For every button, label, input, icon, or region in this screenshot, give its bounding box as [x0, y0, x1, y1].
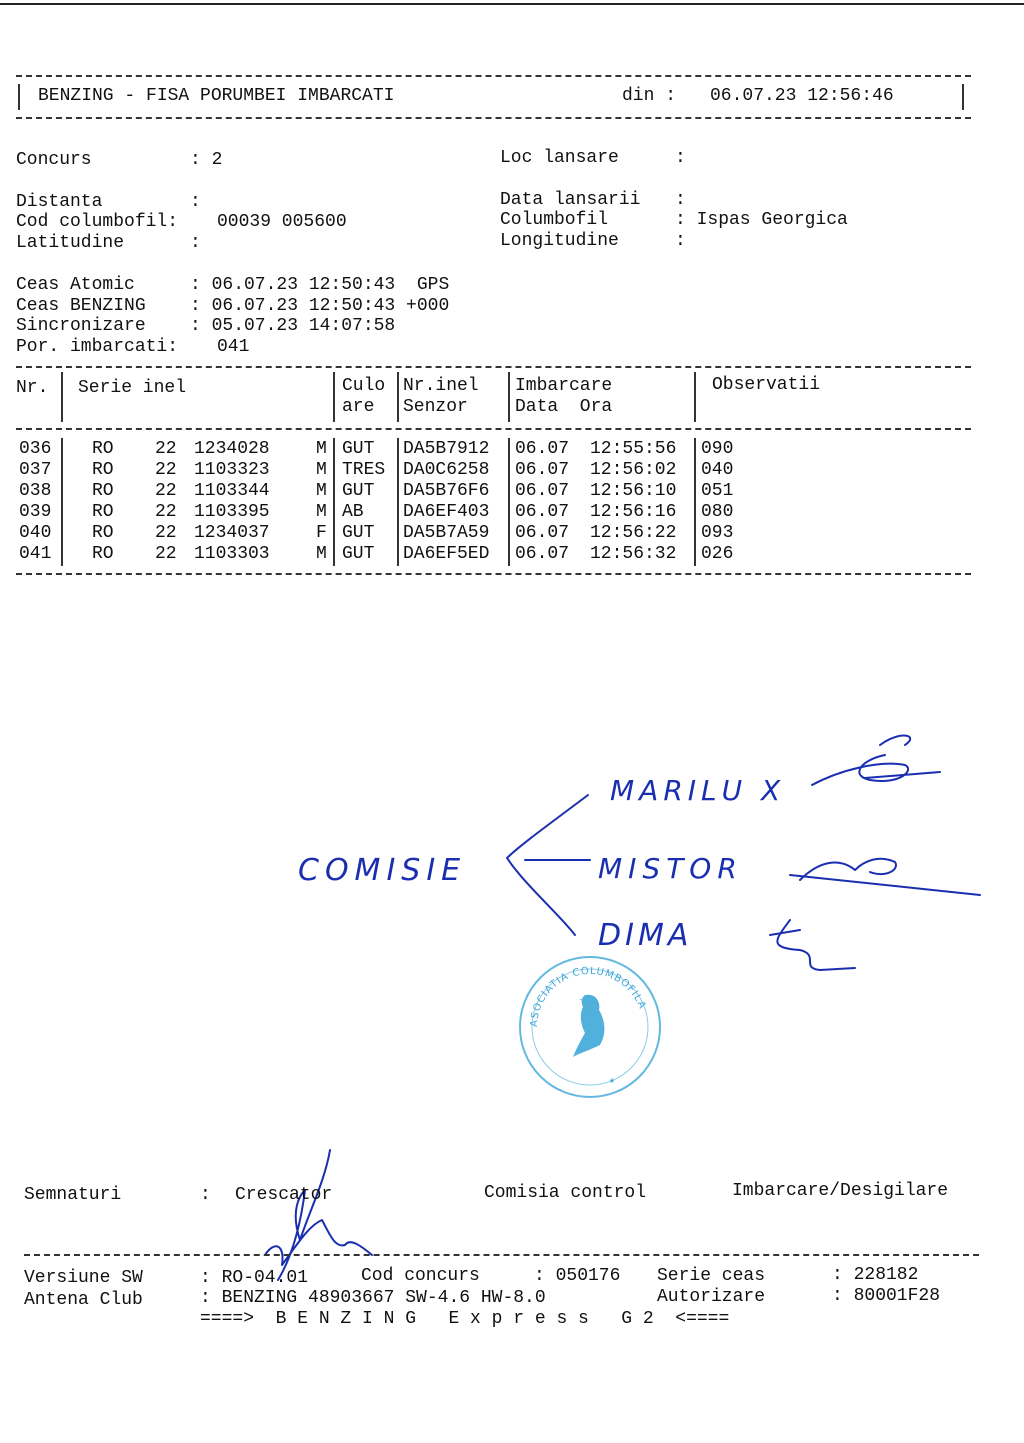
- col-header-culoare-2: are: [342, 397, 375, 417]
- table-cell-senzor: DA5B7A59: [403, 523, 490, 543]
- table-cell-culoare: AB: [342, 502, 364, 522]
- crescator-label: Crescator: [235, 1185, 333, 1205]
- table-cell-data: 06.07: [515, 439, 570, 459]
- table-cell-ora: 12:56:10: [590, 481, 677, 501]
- header-date-value: 06.07.23 12:56:46: [710, 86, 894, 106]
- handwriting-name-3: DIMA: [598, 918, 693, 953]
- table-cell-data: 06.07: [515, 502, 570, 522]
- page-title: BENZING - FISA PORUMBEI IMBARCATI: [38, 86, 395, 106]
- table-cell-tara: RO: [92, 481, 114, 501]
- header-date-label: din :: [622, 86, 677, 106]
- table-cell-obs: 090: [701, 439, 734, 459]
- stamp-text: ASOCIATIA COLUMBOFILA: [528, 965, 648, 1028]
- stamp-star-icon: ★: [609, 1076, 616, 1087]
- signature-crescator: [265, 1150, 372, 1280]
- table-cell-nr: 038: [19, 481, 52, 501]
- loc-lansare-value: :: [675, 148, 686, 168]
- col-header-culoare-1: Culo: [342, 376, 386, 396]
- sincronizare-value: : 05.07.23 14:07:58: [190, 316, 396, 336]
- table-cell-sex: F: [316, 523, 327, 543]
- table-cell-obs: 051: [701, 481, 734, 501]
- table-cell-tara: RO: [92, 502, 114, 522]
- signature-mistor: [790, 859, 980, 895]
- table-cell-senzor: DA5B76F6: [403, 481, 490, 501]
- semnaturi-colon: :: [200, 1185, 211, 1205]
- table-cell-an: 22: [155, 481, 177, 501]
- table-cell-sex: M: [316, 460, 327, 480]
- table-cell-sex: M: [316, 502, 327, 522]
- table-cell-obs: 080: [701, 502, 734, 522]
- table-cell-data: 06.07: [515, 460, 570, 480]
- table-cell-culoare: GUT: [342, 439, 375, 459]
- table-cell-ora: 12:55:56: [590, 439, 677, 459]
- table-cell-nr: 041: [19, 544, 52, 564]
- latitudine-value: :: [190, 233, 201, 253]
- ceas-atomic-value: : 06.07.23 12:50:43 GPS: [190, 275, 450, 295]
- footer-separator: [24, 1254, 979, 1256]
- concurs-label: Concurs: [16, 150, 92, 170]
- signature-marilux: [812, 736, 940, 785]
- arrow-bracket: [507, 795, 588, 935]
- autorizare-label: Autorizare: [657, 1287, 766, 1307]
- distanta-label: Distanta: [16, 192, 103, 212]
- table-cell-an: 22: [155, 439, 177, 459]
- col-header-nrinel-2: Senzor: [403, 397, 468, 417]
- table-cell-nr: 039: [19, 502, 52, 522]
- table-cell-ora: 12:56:22: [590, 523, 677, 543]
- table-cell-data: 06.07: [515, 481, 570, 501]
- serie-ceas-value: : 228182: [832, 1265, 919, 1285]
- table-cell-ora: 12:56:32: [590, 544, 677, 564]
- table-cell-an: 22: [155, 544, 177, 564]
- table-cell-nr: 037: [19, 460, 52, 480]
- table-cell-inel: 1103303: [194, 544, 270, 564]
- table-cell-culoare: TRES: [342, 460, 386, 480]
- col-header-serie: Serie inel: [78, 378, 187, 398]
- distanta-value: :: [190, 192, 201, 212]
- cod-columbofil-value: 00039 005600: [217, 212, 347, 232]
- ceas-benzing-value: : 06.07.23 12:50:43 +000: [190, 296, 450, 316]
- col-header-imbarcare-1: Imbarcare: [515, 376, 613, 396]
- table-cell-sex: M: [316, 544, 327, 564]
- sincronizare-label: Sincronizare: [16, 316, 146, 336]
- table-cell-an: 22: [155, 502, 177, 522]
- table-cell-inel: 1234037: [194, 523, 270, 543]
- col-header-nrinel-1: Nr.inel: [403, 376, 479, 396]
- table-cell-tara: RO: [92, 460, 114, 480]
- serie-ceas-label: Serie ceas: [657, 1266, 766, 1286]
- imbarcare-desigilare-label: Imbarcare/Desigilare: [732, 1181, 949, 1201]
- table-cell-senzor: DA6EF403: [403, 502, 490, 522]
- antena-club-value: : BENZING 48903667 SW-4.6 HW-8.0: [200, 1288, 546, 1308]
- latitudine-label: Latitudine: [16, 233, 125, 253]
- table-cell-ora: 12:56:02: [590, 460, 677, 480]
- table-cell-senzor: DA6EF5ED: [403, 544, 490, 564]
- table-cell-inel: 1103344: [194, 481, 270, 501]
- longitudine-label: Longitudine: [500, 231, 619, 251]
- columbofil-value: : Ispas Georgica: [675, 210, 848, 230]
- columbofil-label: Columbofil: [500, 210, 609, 230]
- table-cell-senzor: DA0C6258: [403, 460, 490, 480]
- table-cell-sex: M: [316, 439, 327, 459]
- pigeon-icon: [573, 995, 604, 1057]
- table-cell-an: 22: [155, 460, 177, 480]
- club-stamp: [515, 955, 665, 1100]
- data-lansarii-label: Data lansarii: [500, 190, 641, 210]
- handwriting-name-1: MARILU X: [610, 774, 786, 807]
- benzing-express-banner: ====> B E N Z I N G E x p r e s s G 2 <====: [200, 1309, 730, 1329]
- table-cell-inel: 1234028: [194, 439, 270, 459]
- loc-lansare-label: Loc lansare: [500, 148, 619, 168]
- autorizare-value: : 80001F28: [832, 1286, 941, 1306]
- table-cell-data: 06.07: [515, 523, 570, 543]
- table-cell-tara: RO: [92, 523, 114, 543]
- table-cell-ora: 12:56:16: [590, 502, 677, 522]
- signature-dima: [770, 920, 855, 970]
- table-cell-tara: RO: [92, 439, 114, 459]
- handwriting-name-2: MISTOR: [598, 852, 743, 885]
- table-cell-culoare: GUT: [342, 481, 375, 501]
- table-cell-culoare: GUT: [342, 544, 375, 564]
- cod-concurs-value: : 050176: [534, 1266, 621, 1286]
- ceas-benzing-label: Ceas BENZING: [16, 296, 146, 316]
- data-lansarii-value: :: [675, 190, 686, 210]
- versiune-sw-label: Versiune SW: [24, 1268, 143, 1288]
- col-header-nr: Nr.: [16, 378, 49, 398]
- table-cell-obs: 040: [701, 460, 734, 480]
- longitudine-value: :: [675, 231, 686, 251]
- comisia-control-label: Comisia control: [484, 1183, 647, 1203]
- table-cell-nr: 036: [19, 439, 52, 459]
- table-cell-data: 06.07: [515, 544, 570, 564]
- versiune-sw-value: : RO-04.01: [200, 1268, 309, 1288]
- cod-concurs-label: Cod concurs: [361, 1266, 480, 1286]
- table-cell-culoare: GUT: [342, 523, 375, 543]
- table-cell-an: 22: [155, 523, 177, 543]
- cod-columbofil-label: Cod columbofil:: [16, 212, 179, 232]
- table-cell-obs: 093: [701, 523, 734, 543]
- antena-club-label: Antena Club: [24, 1290, 143, 1310]
- table-cell-nr: 040: [19, 523, 52, 543]
- concurs-value: : 2: [190, 150, 223, 170]
- col-header-imbarcare-2: Data Ora: [515, 397, 613, 417]
- table-cell-obs: 026: [701, 544, 734, 564]
- semnaturi-label: Semnaturi: [24, 1185, 122, 1205]
- table-cell-sex: M: [316, 481, 327, 501]
- por-imbarcati-label: Por. imbarcati:: [16, 337, 179, 357]
- col-header-observatii: Observatii: [712, 375, 821, 395]
- table-cell-tara: RO: [92, 544, 114, 564]
- handwriting-comisie: COMISIE: [298, 853, 467, 888]
- por-imbarcati-value: 041: [217, 337, 250, 357]
- ceas-atomic-label: Ceas Atomic: [16, 275, 135, 295]
- table-cell-senzor: DA5B7912: [403, 439, 490, 459]
- table-cell-inel: 1103323: [194, 460, 270, 480]
- table-cell-inel: 1103395: [194, 502, 270, 522]
